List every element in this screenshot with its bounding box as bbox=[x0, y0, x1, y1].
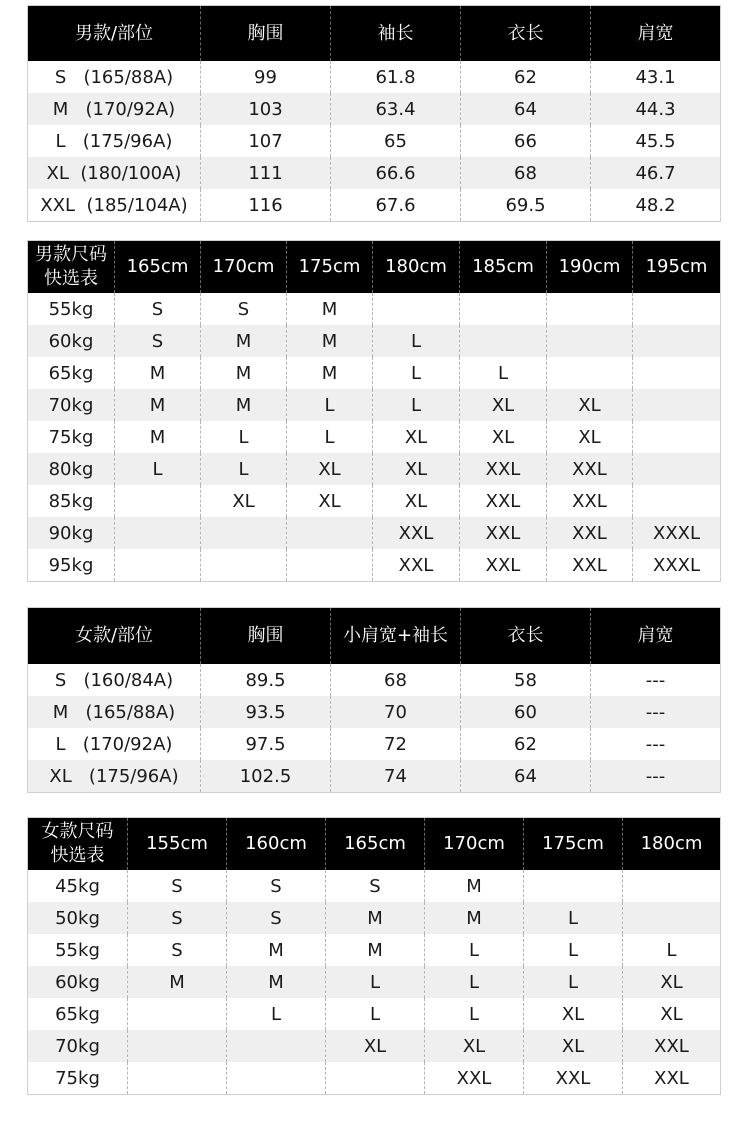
table-cell: XL bbox=[623, 998, 721, 1030]
table-cell: M bbox=[128, 966, 227, 998]
table-cell: XXL bbox=[547, 485, 633, 517]
table-cell bbox=[287, 517, 373, 549]
table-cell: 64 bbox=[461, 760, 591, 793]
height-header: 185cm bbox=[460, 241, 547, 294]
table-cell: M bbox=[115, 421, 201, 453]
table-cell bbox=[633, 389, 721, 421]
table-cell: S bbox=[115, 293, 201, 325]
row-label-cell: 85kg bbox=[28, 485, 115, 517]
corner-line: 快选表 bbox=[44, 268, 98, 289]
table-cell: XXL bbox=[373, 549, 460, 582]
men-quick-table bbox=[27, 240, 721, 582]
table-cell bbox=[128, 1062, 227, 1095]
table-cell: L bbox=[425, 934, 524, 966]
table-row bbox=[28, 998, 721, 1030]
table-cell: L bbox=[373, 325, 460, 357]
table-row bbox=[28, 325, 721, 357]
header-cell: 肩宽 bbox=[591, 6, 721, 62]
height-header: 195cm bbox=[633, 241, 721, 294]
table-row bbox=[28, 61, 721, 93]
table-row bbox=[28, 1062, 721, 1095]
table-row bbox=[28, 760, 721, 793]
table-cell: 66 bbox=[461, 125, 591, 157]
row-label-cell: 80kg bbox=[28, 453, 115, 485]
table-cell: M bbox=[326, 902, 425, 934]
table-cell bbox=[227, 1062, 326, 1095]
height-header: 155cm bbox=[128, 818, 227, 871]
table-cell bbox=[115, 485, 201, 517]
row-label-cell: 75kg bbox=[28, 1062, 128, 1095]
table-cell: L bbox=[524, 934, 623, 966]
height-header: 170cm bbox=[201, 241, 287, 294]
table-cell: XXL bbox=[460, 485, 547, 517]
table-cell bbox=[633, 325, 721, 357]
women-size-body bbox=[28, 664, 721, 793]
table-row bbox=[28, 664, 721, 696]
corner-header bbox=[28, 241, 115, 294]
table-cell: XXL bbox=[460, 517, 547, 549]
row-label-cell: M (165/88A) bbox=[28, 696, 201, 728]
row-label-cell: XL (175/96A) bbox=[28, 760, 201, 793]
table-cell bbox=[460, 293, 547, 325]
header-cell: 女款/部位 bbox=[28, 608, 201, 665]
table-cell bbox=[547, 357, 633, 389]
table-cell: S bbox=[115, 325, 201, 357]
table-cell: XL bbox=[287, 453, 373, 485]
table-cell: 45.5 bbox=[591, 125, 721, 157]
table-cell: 70 bbox=[331, 696, 461, 728]
row-label-cell: XL (180/100A) bbox=[28, 157, 201, 189]
table-cell: XXL bbox=[460, 549, 547, 582]
height-header: 180cm bbox=[373, 241, 460, 294]
row-label-cell: 90kg bbox=[28, 517, 115, 549]
table-cell: XL bbox=[287, 485, 373, 517]
table-cell: --- bbox=[591, 760, 721, 793]
row-label-cell: 55kg bbox=[28, 293, 115, 325]
header-cell: 男款/部位 bbox=[28, 6, 201, 62]
row-label-cell: 95kg bbox=[28, 549, 115, 582]
table-cell: XL bbox=[547, 421, 633, 453]
header-cell: 小肩宽+袖长 bbox=[331, 608, 461, 665]
table-cell: M bbox=[287, 325, 373, 357]
row-label-cell: L (175/96A) bbox=[28, 125, 201, 157]
table-cell: L bbox=[460, 357, 547, 389]
table-cell: XL bbox=[524, 1030, 623, 1062]
corner-line: 女款尺码 bbox=[41, 821, 114, 842]
table-cell: 69.5 bbox=[461, 189, 591, 222]
header-row bbox=[28, 818, 721, 871]
table-cell: 107 bbox=[201, 125, 331, 157]
table-cell bbox=[287, 549, 373, 582]
table-cell: XL bbox=[373, 453, 460, 485]
corner-line: 快选表 bbox=[50, 845, 105, 866]
table-cell: S bbox=[201, 293, 287, 325]
table-cell: XXXL bbox=[633, 549, 721, 582]
corner-header bbox=[28, 818, 128, 871]
table-cell bbox=[633, 485, 721, 517]
table-cell: L bbox=[623, 934, 721, 966]
table-cell: S bbox=[227, 902, 326, 934]
table-cell: XXXL bbox=[633, 517, 721, 549]
row-label-cell: 50kg bbox=[28, 902, 128, 934]
table-cell: XXL bbox=[547, 517, 633, 549]
table-cell: 72 bbox=[331, 728, 461, 760]
men-size-table bbox=[27, 5, 721, 222]
table-cell: XL bbox=[460, 421, 547, 453]
header-cell: 袖长 bbox=[331, 6, 461, 62]
table-cell: 67.6 bbox=[331, 189, 461, 222]
table-cell: XXL bbox=[623, 1030, 721, 1062]
table-row bbox=[28, 93, 721, 125]
table-row bbox=[28, 966, 721, 998]
header-cell: 胸围 bbox=[201, 608, 331, 665]
table-cell: M bbox=[326, 934, 425, 966]
table-row bbox=[28, 549, 721, 582]
header-row bbox=[28, 608, 721, 665]
table-row bbox=[28, 728, 721, 760]
table-cell: XXL bbox=[460, 453, 547, 485]
women-size-table bbox=[27, 607, 721, 793]
table-cell bbox=[128, 998, 227, 1030]
row-label-cell: 75kg bbox=[28, 421, 115, 453]
table-row bbox=[28, 125, 721, 157]
row-label-cell: 60kg bbox=[28, 966, 128, 998]
table-cell: --- bbox=[591, 728, 721, 760]
row-label-cell: S (165/88A) bbox=[28, 61, 201, 93]
table-cell: 44.3 bbox=[591, 93, 721, 125]
row-label-cell: XXL (185/104A) bbox=[28, 189, 201, 222]
table-cell: 68 bbox=[461, 157, 591, 189]
table-cell: M bbox=[425, 902, 524, 934]
height-header: 170cm bbox=[425, 818, 524, 871]
table-cell: M bbox=[287, 357, 373, 389]
table-cell: 99 bbox=[201, 61, 331, 93]
table-cell: XL bbox=[547, 389, 633, 421]
table-cell: M bbox=[201, 357, 287, 389]
table-cell bbox=[633, 421, 721, 453]
table-row bbox=[28, 157, 721, 189]
table-row bbox=[28, 870, 721, 902]
table-cell bbox=[623, 902, 721, 934]
women-quick-table bbox=[27, 817, 721, 1095]
table-cell: XXL bbox=[373, 517, 460, 549]
men-size-body bbox=[28, 61, 721, 222]
table-cell bbox=[128, 1030, 227, 1062]
table-cell: 64 bbox=[461, 93, 591, 125]
table-cell: 93.5 bbox=[201, 696, 331, 728]
table-cell: M bbox=[227, 934, 326, 966]
table-cell: M bbox=[201, 325, 287, 357]
height-header: 175cm bbox=[287, 241, 373, 294]
table-cell: XXL bbox=[547, 549, 633, 582]
table-cell bbox=[373, 293, 460, 325]
table-row bbox=[28, 293, 721, 325]
row-label-cell: 70kg bbox=[28, 1030, 128, 1062]
table-cell: M bbox=[115, 357, 201, 389]
table-cell: M bbox=[201, 389, 287, 421]
table-cell: L bbox=[425, 966, 524, 998]
table-cell: XXL bbox=[623, 1062, 721, 1095]
table-cell: M bbox=[287, 293, 373, 325]
table-cell: 102.5 bbox=[201, 760, 331, 793]
table-cell: 61.8 bbox=[331, 61, 461, 93]
table-cell bbox=[460, 325, 547, 357]
table-row bbox=[28, 357, 721, 389]
table-cell: L bbox=[115, 453, 201, 485]
table-row bbox=[28, 485, 721, 517]
table-cell bbox=[524, 870, 623, 902]
table-cell: M bbox=[425, 870, 524, 902]
table-cell: XL bbox=[425, 1030, 524, 1062]
table-cell: 48.2 bbox=[591, 189, 721, 222]
row-label-cell: 70kg bbox=[28, 389, 115, 421]
table-cell bbox=[547, 325, 633, 357]
table-cell: S bbox=[128, 902, 227, 934]
table-cell: L bbox=[227, 998, 326, 1030]
table-cell bbox=[633, 453, 721, 485]
table-cell: --- bbox=[591, 696, 721, 728]
table-cell: L bbox=[201, 421, 287, 453]
table-cell: 97.5 bbox=[201, 728, 331, 760]
table-cell: 103 bbox=[201, 93, 331, 125]
table-cell bbox=[227, 1030, 326, 1062]
header-cell: 衣长 bbox=[461, 6, 591, 62]
table-row bbox=[28, 189, 721, 222]
table-cell: 74 bbox=[331, 760, 461, 793]
height-header: 160cm bbox=[227, 818, 326, 871]
table-cell: 116 bbox=[201, 189, 331, 222]
table-cell: L bbox=[425, 998, 524, 1030]
header-row bbox=[28, 6, 721, 62]
table-cell: S bbox=[128, 870, 227, 902]
table-cell: XL bbox=[373, 485, 460, 517]
table-cell bbox=[326, 1062, 425, 1095]
table-cell: XL bbox=[623, 966, 721, 998]
table-cell bbox=[201, 549, 287, 582]
table-cell: L bbox=[326, 966, 425, 998]
table-cell: 46.7 bbox=[591, 157, 721, 189]
table-cell bbox=[115, 549, 201, 582]
table-cell: L bbox=[373, 389, 460, 421]
row-label-cell: 65kg bbox=[28, 998, 128, 1030]
table-cell: S bbox=[128, 934, 227, 966]
table-cell: 63.4 bbox=[331, 93, 461, 125]
header-row bbox=[28, 241, 721, 294]
table-cell: L bbox=[287, 421, 373, 453]
table-row bbox=[28, 517, 721, 549]
table-cell bbox=[623, 870, 721, 902]
table-cell bbox=[633, 293, 721, 325]
height-header: 165cm bbox=[326, 818, 425, 871]
table-cell: M bbox=[115, 389, 201, 421]
table-cell: L bbox=[524, 966, 623, 998]
table-cell: XL bbox=[460, 389, 547, 421]
table-row bbox=[28, 1030, 721, 1062]
table-cell: 89.5 bbox=[201, 664, 331, 696]
height-header: 175cm bbox=[524, 818, 623, 871]
table-row bbox=[28, 421, 721, 453]
table-cell: XXL bbox=[547, 453, 633, 485]
height-header: 180cm bbox=[623, 818, 721, 871]
row-label-cell: 55kg bbox=[28, 934, 128, 966]
table-cell: XL bbox=[524, 998, 623, 1030]
table-cell: 66.6 bbox=[331, 157, 461, 189]
row-label-cell: S (160/84A) bbox=[28, 664, 201, 696]
table-cell bbox=[115, 517, 201, 549]
table-cell: S bbox=[227, 870, 326, 902]
height-header: 190cm bbox=[547, 241, 633, 294]
header-cell: 肩宽 bbox=[591, 608, 721, 665]
table-row bbox=[28, 453, 721, 485]
table-cell: S bbox=[326, 870, 425, 902]
row-label-cell: L (170/92A) bbox=[28, 728, 201, 760]
table-row bbox=[28, 934, 721, 966]
height-header: 165cm bbox=[115, 241, 201, 294]
table-row bbox=[28, 696, 721, 728]
table-row bbox=[28, 902, 721, 934]
table-cell: 62 bbox=[461, 61, 591, 93]
table-cell: L bbox=[524, 902, 623, 934]
table-cell: 60 bbox=[461, 696, 591, 728]
header-cell: 胸围 bbox=[201, 6, 331, 62]
table-cell: 65 bbox=[331, 125, 461, 157]
women-quick-body bbox=[28, 870, 721, 1095]
table-cell: 58 bbox=[461, 664, 591, 696]
table-cell bbox=[547, 293, 633, 325]
table-cell bbox=[201, 517, 287, 549]
table-cell: L bbox=[326, 998, 425, 1030]
table-cell: 62 bbox=[461, 728, 591, 760]
table-cell: XL bbox=[326, 1030, 425, 1062]
table-cell bbox=[633, 357, 721, 389]
table-row bbox=[28, 389, 721, 421]
table-cell: L bbox=[287, 389, 373, 421]
row-label-cell: 45kg bbox=[28, 870, 128, 902]
table-cell: XXL bbox=[524, 1062, 623, 1095]
table-cell: L bbox=[373, 357, 460, 389]
table-cell: --- bbox=[591, 664, 721, 696]
table-cell: XXL bbox=[425, 1062, 524, 1095]
row-label-cell: M (170/92A) bbox=[28, 93, 201, 125]
men-quick-body bbox=[28, 293, 721, 582]
row-label-cell: 60kg bbox=[28, 325, 115, 357]
table-cell: XL bbox=[373, 421, 460, 453]
corner-line: 男款尺码 bbox=[35, 244, 107, 265]
row-label-cell: 65kg bbox=[28, 357, 115, 389]
table-cell: 68 bbox=[331, 664, 461, 696]
table-cell: M bbox=[227, 966, 326, 998]
table-cell: L bbox=[201, 453, 287, 485]
table-cell: XL bbox=[201, 485, 287, 517]
table-cell: 43.1 bbox=[591, 61, 721, 93]
header-cell: 衣长 bbox=[461, 608, 591, 665]
table-cell: 111 bbox=[201, 157, 331, 189]
